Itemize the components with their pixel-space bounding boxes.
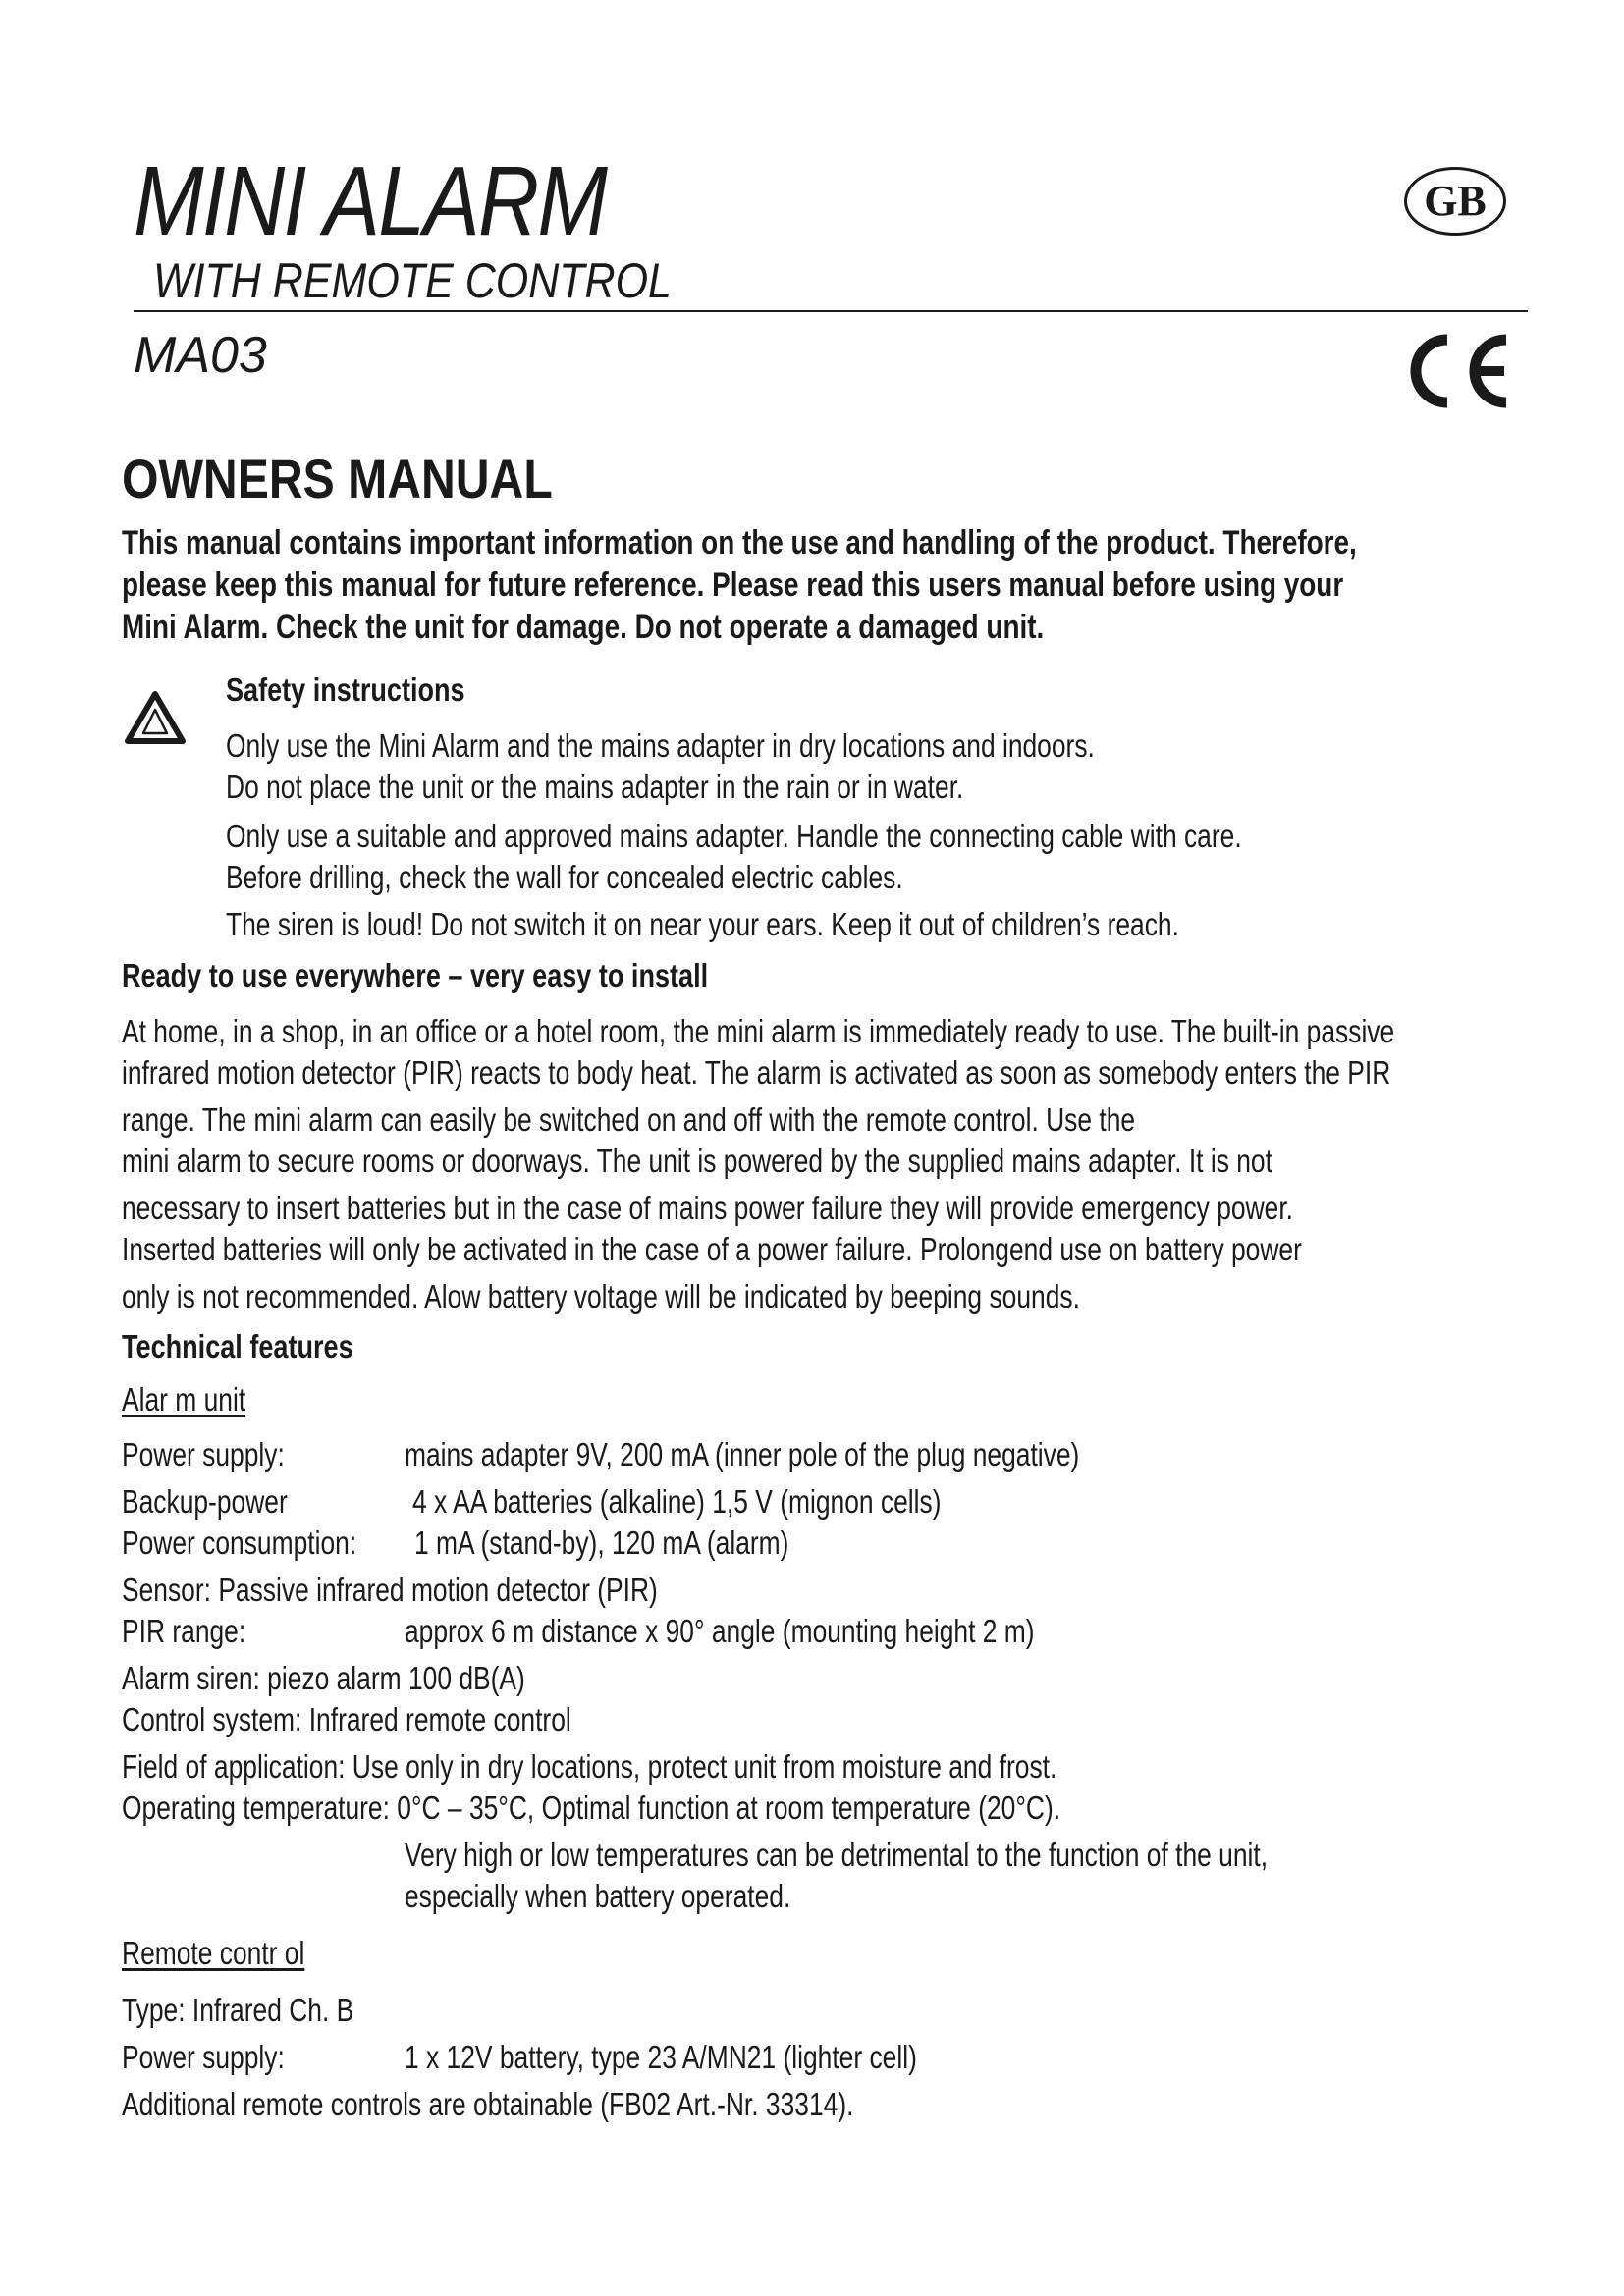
- pir-range-value: approx 6 m distance x 90° angle (mounting height 2 m): [405, 1613, 1035, 1649]
- temperature-note-line: Very high or low temperatures can be detrimental to the function of the unit,: [405, 1837, 1269, 1873]
- safety-line: Only use the Mini Alarm and the mains adapter in dry locations and indoors.: [226, 727, 1095, 764]
- intro-line: please keep this manual for future reference. Please read this users manual before using your: [122, 566, 1344, 604]
- power-supply-value: mains adapter 9V, 200 mA (inner pole of the plug negative): [405, 1436, 1080, 1472]
- power-consumption-label: Power consumption:: [122, 1524, 357, 1561]
- intro-line: This manual contains important information on the use and handling of the product. Therefore,: [122, 524, 1357, 561]
- temperature-note-line: especially when battery operated.: [405, 1878, 791, 1914]
- alarm-siren-line: Alarm siren: piezo alarm 100 dB(A): [122, 1660, 525, 1696]
- intro-line: Mini Alarm. Check the unit for damage. Do not operate a damaged unit.: [122, 609, 1045, 646]
- ready-line: At home, in a shop, in an office or a hotel room, the mini alarm is immediately ready to use. The built-in passive: [122, 1013, 1395, 1049]
- ready-line: infrared motion detector (PIR) reacts to body heat. The alarm is activated as soon as somebody enters the PIR: [122, 1054, 1391, 1091]
- sensor-line: Sensor: Passive infrared motion detector (PIR): [122, 1572, 658, 1608]
- remote-control-heading: Remote contr ol: [122, 1935, 305, 1971]
- country-badge-gb: GB: [1404, 167, 1506, 236]
- ce-mark-icon: [1396, 332, 1514, 410]
- field-of-application-line: Field of application: Use only in dry locations, protect unit from moisture and frost.: [122, 1748, 1057, 1785]
- remote-type-line: Type: Infrared Ch. B: [122, 1992, 354, 2028]
- owners-manual-heading: OWNERS MANUAL: [122, 448, 553, 509]
- operating-temperature-line: Operating temperature: 0°C – 35°C, Optimal function at room temperature (20°C).: [122, 1789, 1061, 1826]
- backup-power-label: Backup-power: [122, 1483, 288, 1520]
- backup-power-value: 4 x AA batteries (alkaline) 1,5 V (mignon cells): [412, 1483, 942, 1520]
- safety-line: Before drilling, check the wall for concealed electric cables.: [226, 859, 903, 895]
- intro-paragraph: [122, 522, 1555, 649]
- ready-line: Inserted batteries will only be activated in the case of a power failure. Prolongend use on battery power: [122, 1231, 1302, 1267]
- ready-line: range. The mini alarm can easily be switched on and off with the remote control. Use the: [122, 1101, 1136, 1138]
- control-system-line: Control system: Infrared remote control: [122, 1701, 571, 1737]
- remote-power-value: 1 x 12V battery, type 23 A/MN21 (lighter cell): [405, 2039, 917, 2075]
- power-supply-label: Power supply:: [122, 1436, 285, 1472]
- safety-line: The siren is loud! Do not switch it on near your ears. Keep it out of children’s reach.: [226, 906, 1179, 942]
- ready-heading: Ready to use everywhere – very easy to install: [122, 957, 709, 993]
- header-divider: [134, 310, 1528, 312]
- ready-line: mini alarm to secure rooms or doorways. The unit is powered by the supplied mains adapter. It is not: [122, 1143, 1272, 1179]
- ready-line: necessary to insert batteries but in the case of mains power failure they will provide emergency power.: [122, 1190, 1293, 1226]
- remote-power-label: Power supply:: [122, 2039, 285, 2075]
- warning-triangle-icon: [124, 690, 187, 745]
- additional-remotes-line: Additional remote controls are obtainable (FB02 Art.-Nr. 33314).: [122, 2086, 854, 2122]
- alarm-unit-heading: Alar m unit: [122, 1381, 246, 1417]
- power-consumption-value: 1 mA (stand-by), 120 mA (alarm): [414, 1524, 789, 1561]
- safety-line: Do not place the unit or the mains adapter in the rain or in water.: [226, 769, 964, 805]
- safety-line: Only use a suitable and approved mains adapter. Handle the connecting cable with care.: [226, 818, 1242, 854]
- ready-line: only is not recommended. Alow battery voltage will be indicated by beeping sounds.: [122, 1278, 1080, 1314]
- safety-heading: Safety instructions: [226, 671, 465, 708]
- product-title: MINI ALARM: [134, 146, 607, 256]
- model-number: MA03: [134, 327, 267, 384]
- technical-heading: Technical features: [122, 1328, 353, 1364]
- pir-range-label: PIR range:: [122, 1613, 246, 1649]
- product-subtitle: WITH REMOTE CONTROL: [153, 253, 672, 308]
